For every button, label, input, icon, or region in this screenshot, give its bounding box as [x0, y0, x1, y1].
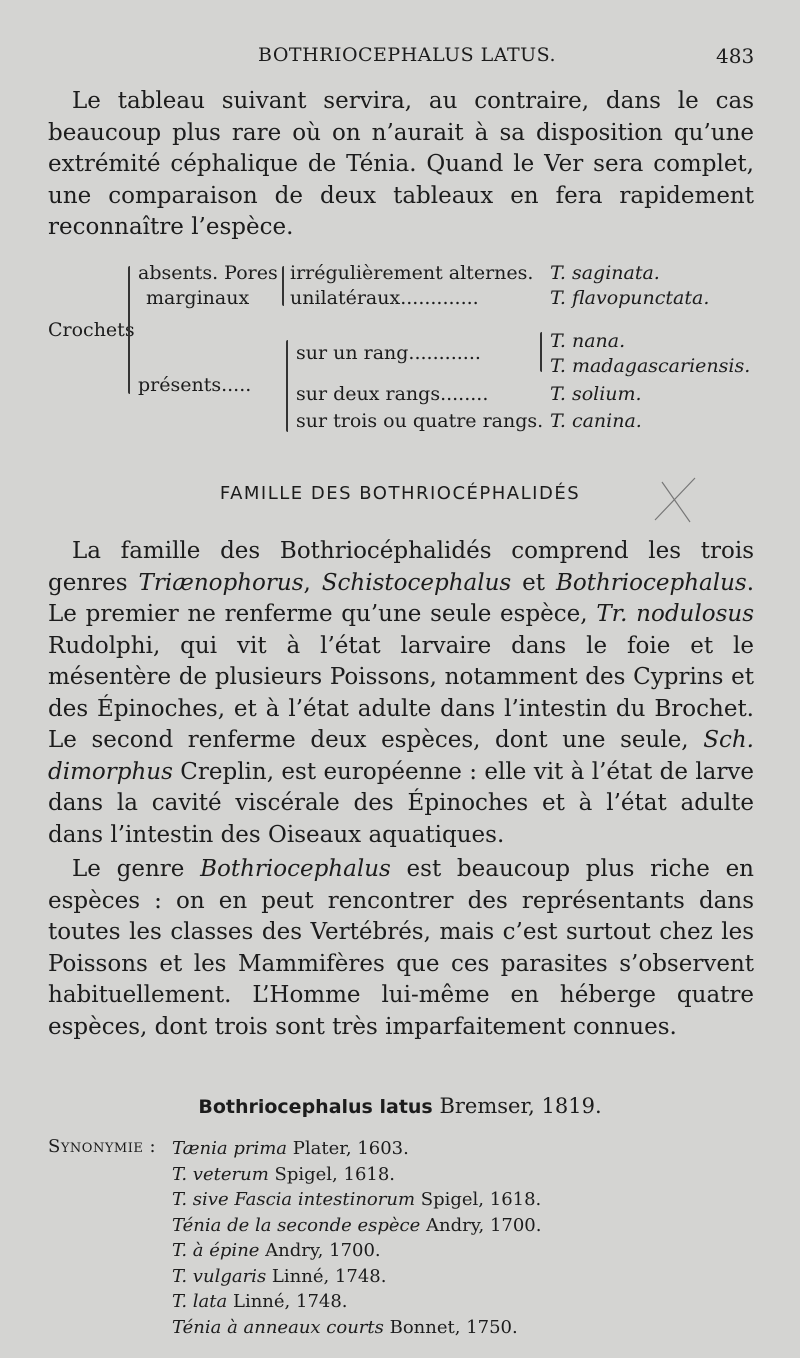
synonym-name: T. à épine [172, 1240, 260, 1261]
genus-paragraph [48, 854, 754, 1043]
genus-schistocephalus: Schistocephalus [321, 569, 512, 596]
synonym-ref: Andry, 1700. [426, 1214, 542, 1236]
identification-key [48, 262, 768, 442]
genus-text-1: Le genre [72, 856, 201, 882]
intro-text: Le tableau suivant servira, au contraire, dans le cas beaucoup plus rare où on n’aurait à sa disposition qu’une extrémité céphalique de Ténia. Quand le Ver sera complet, une comparaison de deux tableaux en fera rapidement reconnaître l’espèce. [48, 88, 754, 240]
page-header [0, 44, 800, 74]
key-species-madagascariensis: T. madagascariensis. [550, 355, 751, 377]
key-root-label: Crochets [48, 319, 135, 341]
key-species-solium: T. solium. [550, 383, 642, 405]
running-title: BOTHRIOCEPHALUS LATUS. [258, 44, 557, 66]
synonym-entry [172, 1264, 541, 1290]
synonymy-entries [172, 1136, 541, 1340]
species-heading [0, 1094, 800, 1118]
key-absents: absents. Pores [138, 262, 278, 284]
synonymy-label: Synonymie : [48, 1136, 157, 1157]
family-paragraph [48, 536, 754, 851]
synonym-entry [172, 1213, 541, 1239]
key-brace-presents [286, 340, 288, 432]
family-text-6: Creplin, est européenne : elle vit à l’état de larve dans la cavité viscérale des Épinoches et à l’état adulte dans l’intestin des Oiseaux aquatiques. [48, 758, 754, 848]
synonym-ref: Bonnet, 1750. [389, 1316, 518, 1338]
synonym-ref: Linné, 1748. [233, 1291, 348, 1312]
synonym-ref: Spigel, 1618. [274, 1163, 396, 1185]
key-unilateraux: unilatéraux............. [290, 287, 479, 309]
key-trois-rangs: sur trois ou quatre rangs. [296, 410, 544, 432]
synonym-ref: Plater, 1603. [292, 1138, 409, 1159]
synonym-name: T. lata [172, 1291, 228, 1312]
key-irregulier: irrégulièrement alternes. [290, 262, 534, 284]
synonym-entry [172, 1162, 541, 1188]
key-presents: présents..... [138, 374, 252, 396]
synonym-entry [172, 1315, 541, 1341]
family-text-3: et [511, 569, 556, 596]
species-heading-name: Bothriocephalus latus [198, 1096, 433, 1118]
pencil-mark-icon [650, 470, 700, 530]
synonym-entry [172, 1136, 541, 1162]
key-species-saginata: T. saginata. [550, 262, 660, 284]
genus-name: Bothriocephalus [200, 856, 391, 882]
synonym-ref: Andry, 1700. [265, 1240, 381, 1261]
key-species-nana: T. nana. [550, 330, 626, 352]
key-un-rang: sur un rang............ [296, 342, 481, 364]
key-marginaux: marginaux [146, 287, 250, 309]
species-nodulosus: Tr. nodulosus [596, 601, 754, 627]
genus-bothriocephalus: Bothriocephalus [555, 569, 747, 596]
synonym-name: T. sive Fascia intestinorum [172, 1189, 416, 1210]
key-deux-rangs: sur deux rangs........ [296, 383, 489, 405]
synonym-name: Ténia de la seconde espèce [172, 1214, 421, 1236]
synonym-name: T. veterum [172, 1163, 269, 1185]
intro-paragraph [48, 86, 754, 244]
species-heading-author: Bremser, 1819. [439, 1094, 602, 1118]
family-text-1: La famille des Bothriocéphalidés comprend les trois genres [48, 538, 754, 596]
key-brace-main [128, 266, 130, 394]
key-species-canina: T. canina. [550, 410, 642, 432]
synonym-name: T. vulgaris [172, 1265, 267, 1287]
synonym-ref: Linné, 1748. [271, 1265, 387, 1287]
family-text-5: Rudolphi, qui vit à l’état larvaire dans le foie et le mésentère de plusieurs Poissons, notamment des Cyprins et des Épinoches, et à l’état adulte dans l’intestin du Brochet. Le second renferme deux espèces, dont une seule, [48, 632, 754, 753]
synonym-name: Ténia à anneaux courts [172, 1316, 384, 1338]
key-species-flavopunctata: T. flavopunctata. [550, 287, 710, 309]
synonym-name: Tænia prima [172, 1138, 288, 1159]
species-dimorphus: Sch. dimorphus [48, 727, 754, 785]
genus-triaenophorus: Triænophorus [138, 569, 304, 596]
synonym-entry [172, 1289, 541, 1315]
family-text-2: , [303, 569, 322, 596]
key-brace-un-rang [540, 332, 542, 372]
family-text-4: . Le premier ne renferme qu’une seule espèce, [48, 569, 755, 627]
synonym-entry [172, 1187, 541, 1213]
key-brace-pores [282, 266, 284, 306]
synonym-entry [172, 1238, 541, 1264]
section-title: FAMILLE DES BOTHRIOCÉPHALIDÉS [219, 483, 581, 504]
page-number: 483 [716, 44, 755, 68]
genus-text-2: est beaucoup plus riche en espèces : on en peut rencontrer des représentants dans toutes les classes des Vertébrés, mais c’est surtout chez les Poissons et les Mammifères que ces parasites s’observent habituellement. L’Homme lui-même en héberge quatre espèces, dont trois sont très imparfaitement connues. [48, 856, 754, 1040]
synonym-ref: Spigel, 1618. [420, 1189, 542, 1210]
